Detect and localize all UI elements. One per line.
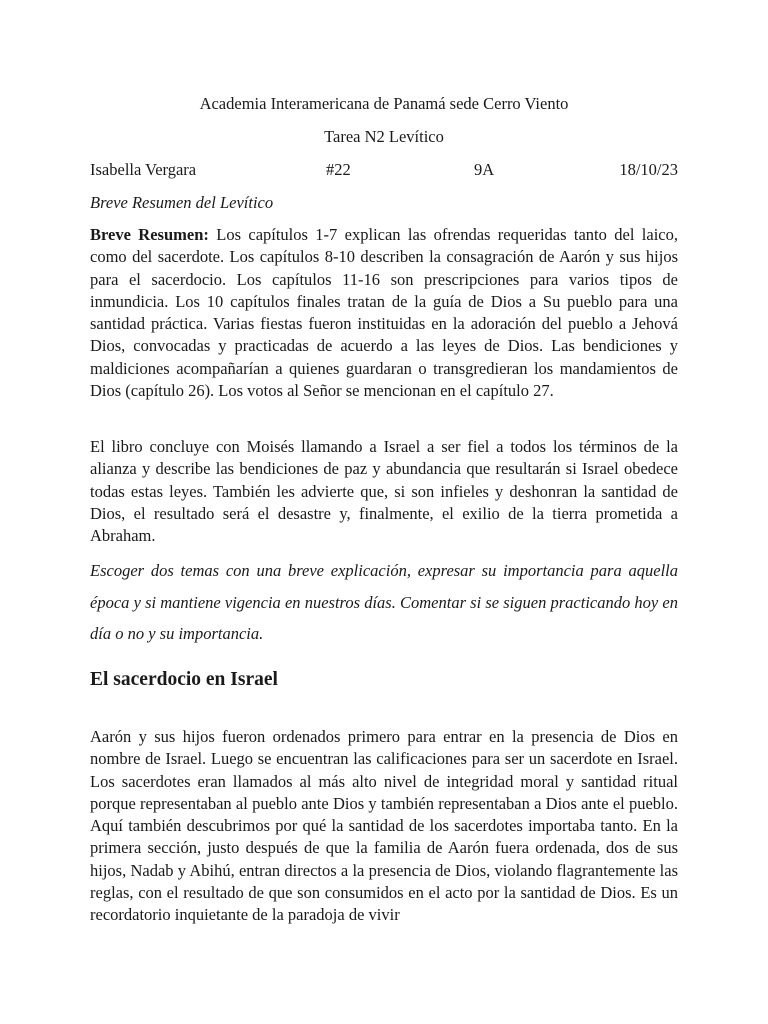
institution-title: Academia Interamericana de Panamá sede Cerro Viento [199,94,569,113]
instructions-paragraph: Escoger dos temas con una breve explicación, expresar su importancia para aquella época y si mantiene vigencia en nuestros días. Comentar si se siguen practicando hoy en día o no y su importancia. [90,561,678,643]
student-number: #22 [326,160,351,179]
summary-paragraph [90,224,678,402]
student-info-row [90,160,678,180]
section-body-paragraph: Aarón y sus hijos fueron ordenados primero para entrar en la presencia de Dios en nombre de Israel. Luego se encuentran las calificaciones para ser un sacerdote en Israel. Los sacerdotes eran llamados al más alto nivel de integridad moral y santidad ritual porque representaban al pueblo ante Dios y también representaban a Dios ante el pueblo. Aquí también descubrimos por qué la santidad de los sacerdotes importaba tanto. En la primera sección, justo después de que la familia de Aarón fuera ordenada, dos de sus hijos, Nadab y Abihú, entran directos a la presencia de Dios, violando flagrantemente las reglas, con el resultado de que son consumidos en el acto por la santidad de Dios. Es un recordatorio inquietante de la paradoja de vivir [90,727,678,925]
summary-label: Breve Resumen: [90,225,209,244]
assignment-date: 18/10/23 [619,160,678,179]
summary-subtitle: Breve Resumen del Levítico [90,193,274,212]
summary-text: Los capítulos 1-7 explican las ofrendas requeridas tanto del laico, como del sacerdote. Los capítulos 8-10 describen la consagración de Aarón y sus hijos para el sacerdocio. Los capítulos 11-16 son prescripciones para varios tipos de inmundicia. Los 10 capítulos finales tratan de la guía de Dios a Su pueblo para una santidad práctica. Varias fiestas fueron instituidas en la adoración del pueblo a Jehová Dios, convocadas y practicadas de acuerdo a las leyes de Dios. Las bendiciones y maldiciones acompañarían a quienes guardaran o transgredieran los mandamientos de Dios (capítulo 26). Los votos al Señor se mencionan en el capítulo 27. [90,225,678,401]
assignment-title: Tarea N2 Levítico [324,127,444,146]
student-grade: 9A [474,160,495,179]
section-heading: El sacerdocio en Israel [90,669,278,690]
conclusion-paragraph: El libro concluye con Moisés llamando a Israel a ser fiel a todos los términos de la alianza y describe las bendiciones de paz y abundancia que resultarán si Israel obedece todas estas leyes. También les advierte que, si son infieles y deshonran la santidad de Dios, el resultado será el desastre y, finalmente, el exilio de la tierra prometida a Abraham. [90,437,678,546]
student-name: Isabella Vergara [90,160,197,179]
